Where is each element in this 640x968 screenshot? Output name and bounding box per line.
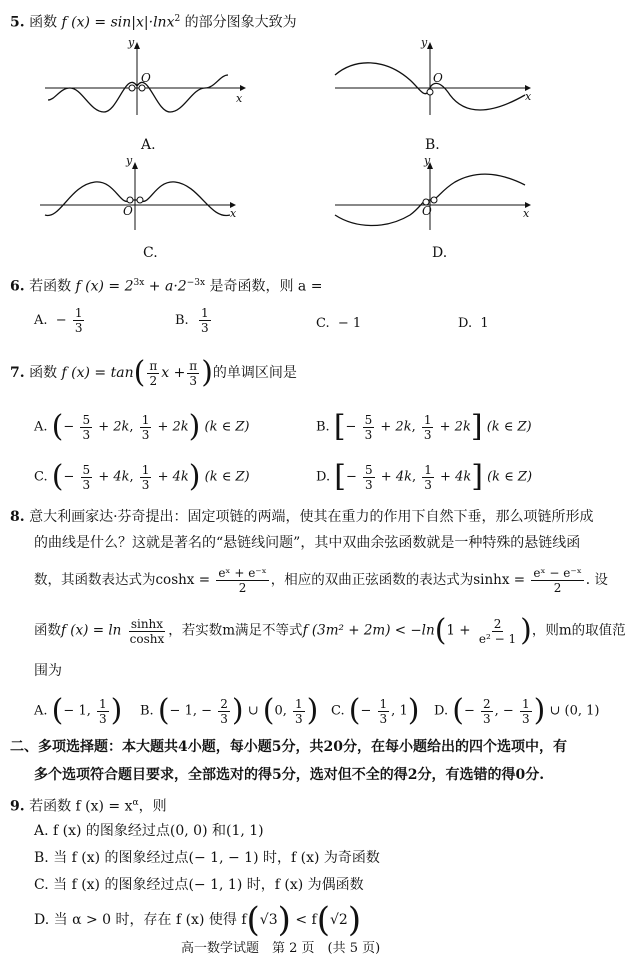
q6-option-a[interactable]: A. − $\frac{1}{3}$	[34, 306, 83, 335]
q5a-y: y	[128, 36, 135, 49]
q8-option-d[interactable]: D. (− $\frac{2}{3}$ , − $\frac{1}{3}$ ) ∪ (0, 1)	[434, 693, 600, 728]
q7-option-b[interactable]: B. [− $\frac{5}{3}$ + 2k, $\frac{1}{3}$ + 2k] (k ∈ Z)	[316, 409, 532, 444]
q8-option-b[interactable]: B. (− 1, − $\frac{2}{3}$ ) ∪ (0, $\frac{1}{3}$ )	[140, 693, 319, 728]
q5b-x: x	[525, 90, 532, 103]
q5-label-a: A.	[141, 137, 156, 153]
q9-option-b[interactable]: B. 当 f (x) 的图象经过点(− 1, − 1) 时，f (x) 为奇函数	[34, 850, 380, 866]
q8-option-c[interactable]: C. (− $\frac{1}{3}$ , 1)	[331, 693, 420, 728]
q5d-x: x	[523, 207, 530, 220]
q5c-y: y	[126, 154, 133, 167]
q6-option-c[interactable]: C. − 1	[316, 316, 362, 331]
q5-label-c: C.	[143, 245, 158, 261]
q5-graph-d	[330, 160, 540, 235]
q6-option-d[interactable]: D. 1	[458, 316, 489, 331]
q7-option-a[interactable]: A. (− $\frac{5}{3}$ + 2k, $\frac{1}{3}$ + 2k) (k ∈ Z)	[34, 409, 250, 444]
section2-desc: 多个选项符合题目要求，全部选对的得5分，选对但不全的得2分，有选错的得0分.	[34, 767, 545, 783]
q8-line1: 8. 意大利画家达·芬奇提出：固定项链的两端，使其在重力的作用下自然下垂，那么项链所形成	[10, 509, 594, 525]
q9-option-c[interactable]: C. 当 f (x) 的图象经过点(− 1, 1) 时，f (x) 为偶函数	[34, 877, 364, 893]
q9-option-d[interactable]: D. 当 α > 0 时，存在 f (x) 使得 f(√3) < f(√2)	[34, 900, 362, 940]
q7-stem: 7. 函数 f (x) = tan( $\frac{\pi}{2}$ x + $\frac{\pi}{3}$ )的单调区间是	[10, 355, 297, 390]
section2-title: 二、多项选择题：本大题共4小题，每小题5分，共20分，在每小题给出的四个选项中，有	[10, 739, 567, 755]
q8-line5: 围为	[34, 663, 62, 679]
q9-stem: 9. 若函数 f $(x) = x^\alpha$，则	[10, 798, 167, 815]
q8-line4: 函数f (x) = ln $\frac{\sinh x}{\cosh x}$ ，若实数m满足不等式f (3m² + 2m) < −ln(1 + $\frac{2}{\text{e² − 1}}$ )，则m的取值范	[34, 613, 626, 648]
q5-graph-c	[35, 160, 245, 235]
q6-stem: 6. 若函数 f $(x) = 2^{3x} + a\cdot 2^{-3x}$ 是奇函数，则 a =	[10, 278, 323, 295]
q8-line3: 数，其函数表达式为coshx = $\frac{\text{eˣ + e⁻ˣ}}{2}$ ，相应的双曲正弦函数的表达式为sinhx = $\frac{\text{eˣ − e⁻ˣ}}{2}$ . 设	[34, 566, 608, 595]
q7-option-c[interactable]: C. (− $\frac{5}{3}$ + 4k, $\frac{1}{3}$ + 4k) (k ∈ Z)	[34, 459, 250, 494]
q8-option-a[interactable]: A. (− 1, $\frac{1}{3}$ )	[34, 693, 123, 728]
q5a-o: O	[141, 71, 151, 85]
q5d-y: y	[424, 154, 431, 167]
page-footer: 高一数学试题 第 2 页 (共 5 页)	[181, 941, 381, 956]
q5b-o: O	[433, 71, 443, 85]
q5-label-b: B.	[425, 137, 440, 153]
q5d-o: O	[422, 204, 432, 218]
q5b-y: y	[421, 36, 428, 49]
q5a-x: x	[236, 92, 243, 105]
q8-line2: 的曲线是什么？这就是著名的“悬链线问题”，其中双曲余弦函数就是一种特殊的悬链线函	[34, 535, 581, 551]
q9-option-a[interactable]: A. f (x) 的图象经过点(0, 0) 和(1, 1)	[34, 823, 264, 839]
q5c-x: x	[230, 207, 237, 220]
q5c-o: O	[123, 204, 133, 218]
q5-stem: 5. 函数 f (x) = sin|x|·lnx$^2$ 的部分图象大致为	[10, 14, 297, 31]
q7-option-d[interactable]: D. [− $\frac{5}{3}$ + 4k, $\frac{1}{3}$ + 4k] (k ∈ Z)	[316, 459, 533, 494]
q5-label-d: D.	[432, 245, 448, 261]
q6-option-b[interactable]: B. $\frac{1}{3}$	[175, 306, 209, 335]
